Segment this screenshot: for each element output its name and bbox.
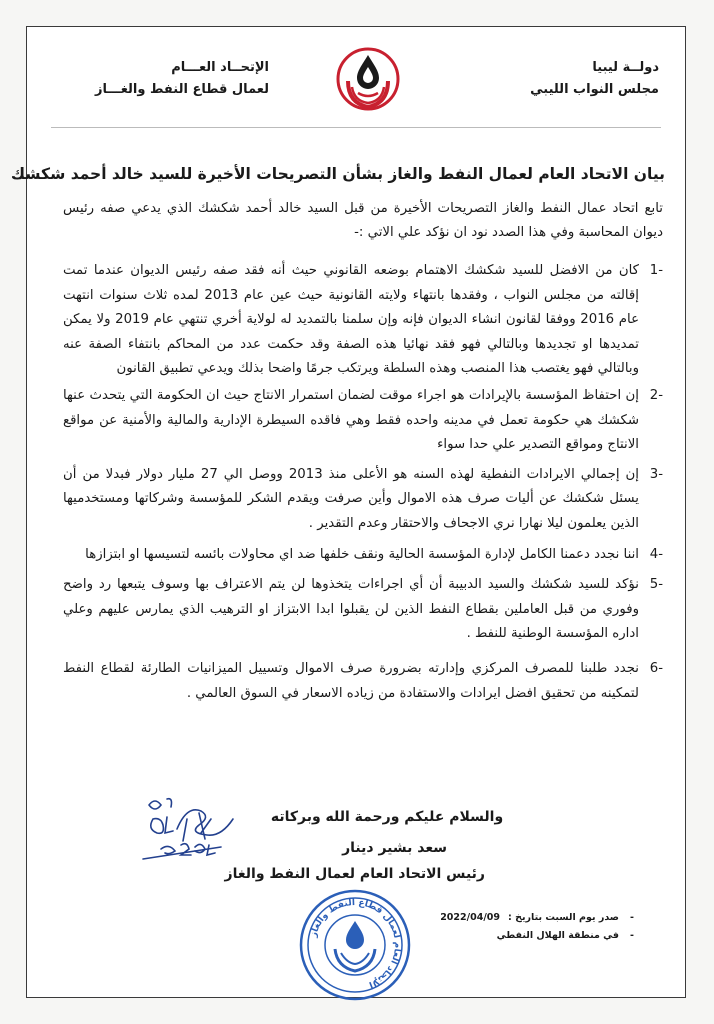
statement-title: بيان الاتحاد العام لعمال النفط والغاز بشأن التصريحات الأخيرة للسيد خالد أحمد شكشك: [10, 165, 665, 183]
point-text: اننا نجدد دعمنا الكامل لإدارة المؤسسة الحالية ونقف خلفها ضد اي محاولات بائسه لتسيسها او ابتزازها: [85, 546, 639, 562]
point-number: -6: [649, 660, 663, 676]
issue-place: في منطقة الهلال النفطي: [496, 930, 619, 941]
oil-drop-logo: [330, 41, 406, 117]
closing-greeting: والسلام عليكم ورحمة الله وبركاته: [270, 809, 504, 825]
header-country: دولــة ليبيا: [592, 60, 659, 75]
point-number: -1: [649, 263, 663, 278]
statement-point: [63, 259, 663, 382]
issue-date-row: [440, 909, 637, 927]
issue-place-row: [440, 927, 637, 945]
bullet-marker: -: [630, 930, 634, 941]
header-parliament: مجلس النواب الليبي: [530, 82, 659, 97]
point-number: -2: [649, 387, 663, 403]
point-number: -5: [649, 577, 663, 593]
point-text: نؤكد للسيد شكشك والسيد الدبيبة أن أي اجراءات يتخذوها لن يتم الاعتراف بها وسوف يتبعها رد واضح وفوري من قبل العاملين بقطاع النفط الذين لن يقبلوا ابدا الابتزاز او الترهيب الذي يمارس عليهم وعلي اداره المؤسسة الوطنية للنفط .: [63, 577, 639, 642]
point-text: كان من الافضل للسيد شكشك الاهتمام بوضعه القانوني حيث أنه فقد صفه رئيس الديوان عندما تمت إقالته من مجلس النواب ، وفقدها بانتهاء ولايته القانونية حيث عين عام 2013 لمده ثلاث سنوات انتهت عام 2016 ووفقا لقانون انشاء الديوان فإنه وإن سلمنا بالتمديد له لولاية أخري تنتهي عام 2019 ولا يمكن تمديدها او تجديدها وبالتالي فهو فقد نهائيا هذه الصفة وقد حكمت عدد من المحاكم بانتفاء الصفة عنه وبالتالي فهو يغتصب هذا المنصب وهذه السلطة ويرتكب جرمًا واضحا بذلك ويدعي تطبيق القانون: [63, 263, 639, 377]
issue-date-value: 2022/04/09: [440, 912, 501, 923]
point-text: إن إجمالي الايرادات النفطية لهذه السنه هو الأعلى منذ 2013 ووصل الي 27 مليار دولار فبدلا من أن يسئل شكشك عن أليات صرف هذه الاموال وأين صرفت ويقدم الشكر للمؤسسة وشركاتها ومستخدميها الذين يعلمون ليلا نهارا نري الاجحاف والاحتقار وعدم التقدير .: [63, 466, 639, 531]
issue-info: [440, 909, 637, 945]
statement-points: [63, 259, 663, 706]
statement-point: [63, 384, 663, 458]
stamp-text: الإتحاد العام لعمال قطاع النفط والغاز: [308, 897, 403, 990]
signer-title: رئيس الاتحاد العام لعمال النفط والغاز: [224, 866, 485, 882]
document-page: [10, 26, 686, 998]
header-union-name: الإتحــاد العـــام: [171, 60, 269, 75]
point-text: إن احتفاظ المؤسسة بالإيرادات هو اجراء موقت لضمان استمرار الانتاج حيث ان الحكومة التي يتحدث عنها شكشك هي حكومة تعمل في مدينه واحده فقط وهي فاقده السيطرة الإدارية والمالية والأمنية عن مواقع الانتاج ومواقع التصدير علي حدا سواء: [63, 387, 639, 453]
header-union: [49, 57, 269, 101]
union-seal-stamp: [297, 887, 413, 1003]
statement-point: [63, 463, 663, 537]
header-state: [459, 57, 659, 101]
point-number: -3: [649, 466, 663, 482]
statement-point: [63, 543, 663, 568]
bullet-marker: -: [630, 912, 634, 923]
statement-intro: تابع اتحاد عمال النفط والغاز التصريحات الأخيرة من قبل السيد خالد أحمد شكشك الذي يدعي صفه رئيس ديوان المحاسبة وفي هذا الصدد نود ان نؤكد علي الاتي :-: [63, 201, 663, 240]
header-union-sector: لعمال قطاع النفط والغـــاز: [95, 82, 269, 97]
header-divider: [51, 127, 661, 128]
signer-name: سعد بشير دينار: [342, 840, 447, 856]
statement-point: [63, 573, 663, 647]
statement-point: [63, 657, 663, 706]
point-text: نجدد طلبنا للمصرف المركزي وإدارته بضرورة صرف الاموال وتسييل الميزانيات الطارئة لقطاع النفط لتمكينه من تحقيق افضل ايرادات والاستفادة من زياده الاسعار في السوق العالمي .: [63, 660, 639, 701]
point-number: -4: [649, 546, 663, 562]
issue-date-label: صدر يوم السبت بتاريخ :: [508, 912, 619, 923]
